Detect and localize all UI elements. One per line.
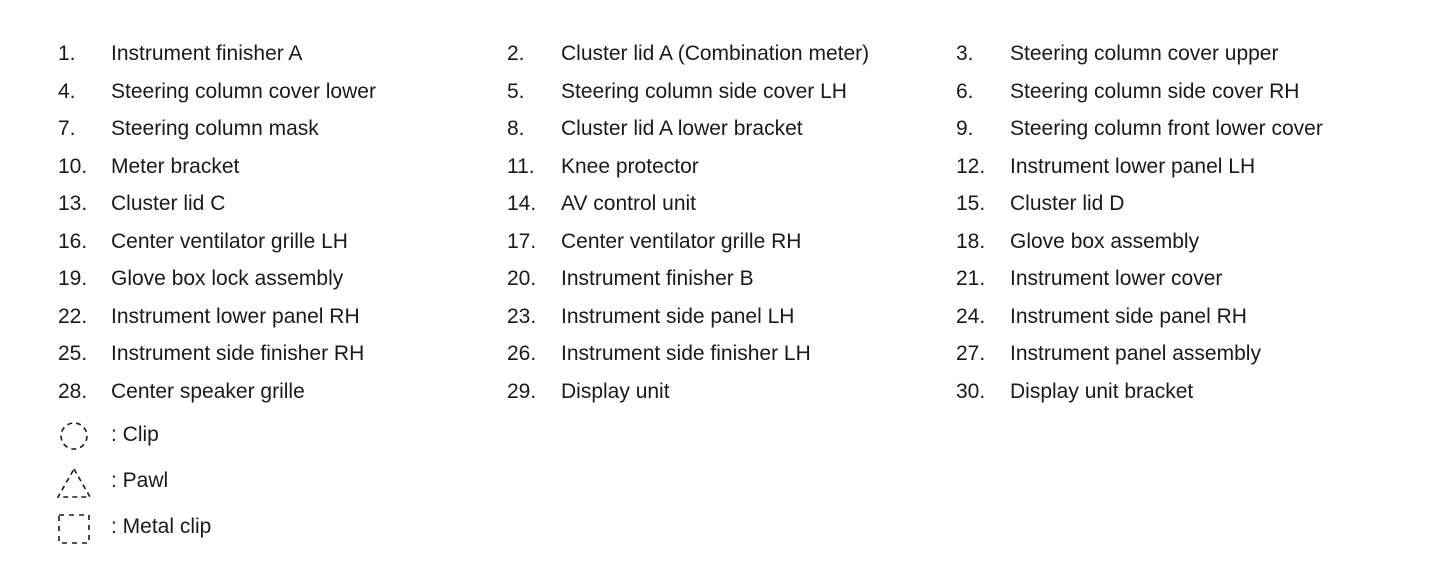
parts-row	[0, 373, 1456, 411]
part-label: Display unit bracket	[1010, 379, 1194, 403]
part-label: Instrument side panel LH	[561, 304, 795, 328]
part-label: Steering column side cover RH	[1010, 79, 1300, 103]
part-label: Center ventilator grille LH	[111, 229, 348, 253]
part-label: Instrument finisher B	[561, 267, 754, 290]
part-label: Cluster lid D	[1010, 192, 1125, 215]
part-label: Glove box lock assembly	[111, 267, 344, 290]
part-number: 28.	[58, 379, 88, 403]
part-number: 19.	[58, 267, 88, 290]
part-number: 16.	[58, 229, 88, 253]
part-label: Display unit	[561, 379, 670, 403]
part-label: Steering column cover upper	[1010, 42, 1279, 65]
part-number: 2.	[507, 42, 525, 65]
part-number: 20.	[507, 267, 537, 290]
part-label: Instrument lower cover	[1010, 267, 1223, 290]
part-label: Knee protector	[561, 154, 699, 178]
part-label: Steering column cover lower	[111, 79, 376, 103]
part-number: 11.	[507, 154, 535, 178]
part-number: 21.	[956, 267, 986, 290]
part-number: 17.	[507, 229, 537, 253]
legend-label-pawl: : Pawl	[111, 469, 169, 492]
part-number: 27.	[956, 342, 986, 365]
part-label: Instrument panel assembly	[1010, 342, 1261, 365]
part-number: 24.	[956, 304, 986, 328]
parts-row	[0, 73, 1456, 111]
part-number: 5.	[507, 79, 525, 103]
part-number: 23.	[507, 304, 537, 328]
part-label: AV control unit	[561, 192, 697, 215]
part-label: Instrument lower panel RH	[111, 304, 360, 328]
part-label: Instrument lower panel LH	[1010, 154, 1256, 178]
part-number: 1.	[58, 42, 76, 65]
part-label: Cluster lid A lower bracket	[561, 117, 803, 140]
part-number: 14.	[507, 192, 537, 215]
part-number: 26.	[507, 342, 537, 365]
part-label: Glove box assembly	[1010, 229, 1200, 253]
legend-label-metal-clip: : Metal clip	[111, 515, 212, 538]
parts-row	[0, 148, 1456, 186]
part-label: Steering column front lower cover	[1010, 117, 1323, 140]
part-number: 18.	[956, 229, 986, 253]
part-number: 6.	[956, 79, 974, 103]
part-number: 25.	[58, 342, 88, 365]
dashed-triangle-icon	[56, 466, 96, 500]
part-number: 22.	[58, 304, 88, 328]
part-number: 13.	[58, 192, 88, 215]
part-number: 15.	[956, 192, 986, 215]
dashed-square-icon	[56, 512, 92, 546]
part-number: 30.	[956, 379, 986, 403]
part-number: 4.	[58, 79, 76, 103]
parts-row	[0, 223, 1456, 261]
part-number: 10.	[58, 154, 88, 178]
part-number: 29.	[507, 379, 537, 403]
legend-label-clip: : Clip	[111, 423, 159, 446]
parts-list	[0, 35, 1456, 410]
part-label: Instrument finisher A	[111, 42, 303, 65]
part-number: 8.	[507, 117, 525, 140]
legend-item-metal-clip	[0, 504, 400, 550]
part-label: Cluster lid A (Combination meter)	[561, 42, 870, 65]
parts-row	[0, 260, 1456, 298]
part-number: 12.	[956, 154, 986, 178]
parts-row	[0, 110, 1456, 148]
part-label: Steering column side cover LH	[561, 79, 847, 103]
legend-item-pawl	[0, 458, 400, 504]
part-label: Steering column mask	[111, 117, 319, 140]
part-label: Instrument side finisher LH	[561, 342, 811, 365]
part-label: Instrument side finisher RH	[111, 342, 365, 365]
parts-row	[0, 35, 1456, 73]
part-label: Center ventilator grille RH	[561, 229, 802, 253]
parts-row	[0, 335, 1456, 373]
part-label: Center speaker grille	[111, 379, 305, 403]
part-label: Cluster lid C	[111, 192, 226, 215]
dashed-circle-icon	[56, 420, 92, 452]
parts-row	[0, 298, 1456, 336]
parts-row	[0, 185, 1456, 223]
legend-item-clip	[0, 412, 400, 458]
part-number: 7.	[58, 117, 76, 140]
part-number: 3.	[956, 42, 974, 65]
part-label: Meter bracket	[111, 154, 240, 178]
part-label: Instrument side panel RH	[1010, 304, 1247, 328]
part-number: 9.	[956, 117, 974, 140]
